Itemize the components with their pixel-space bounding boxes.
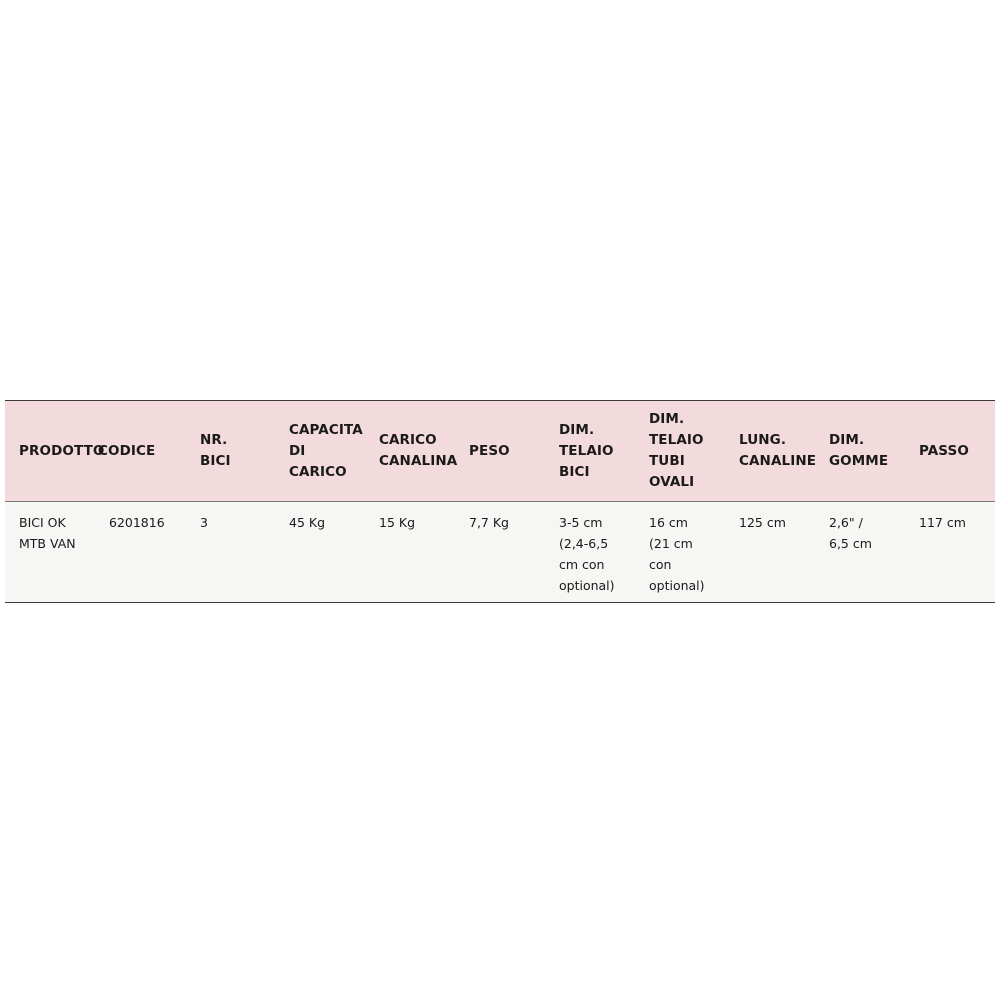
header-capacita-line: CARICO [289,463,347,480]
header-dim-telaio-bici-line: TELAIO [559,442,614,459]
cell-dim-telaio-bici-line: (2,4-6,5 [559,536,609,551]
header-carico-canalina [379,401,457,501]
header-capacita [289,401,363,501]
header-lung-canaline [739,401,816,501]
table-header-row [5,401,995,502]
header-capacita-line: CAPACITA [289,421,363,438]
header-prodotto [19,401,104,501]
cell-nr-bici-line: 3 [200,515,208,530]
cell-dim-gomme [829,502,872,602]
cell-prodotto-line: MTB VAN [19,536,76,551]
cell-passo-line: 117 cm [919,515,966,530]
header-peso [469,401,510,501]
cell-prodotto [19,502,76,602]
header-codice-line: CODICE [98,442,156,459]
table-row [5,502,995,602]
header-dim-telaio-bici-line: BICI [559,463,590,480]
cell-codice-line: 6201816 [109,515,165,530]
header-peso-line: PESO [469,442,510,459]
cell-dim-telaio-bici-line: cm con [559,557,605,572]
header-dim-telaio-tubi-line: DIM. [649,411,685,427]
cell-dim-telaio-tubi-line: 16 cm [649,515,688,530]
cell-dim-telaio-tubi-ovali [649,502,705,602]
spec-table [5,400,995,603]
cell-nr-bici [200,502,208,602]
header-carico-canalina-line: CANALINA [379,453,458,469]
cell-peso [469,502,509,602]
cell-dim-telaio-tubi-line: optional) [649,578,705,593]
cell-dim-telaio-tubi-line: con [649,557,672,572]
header-dim-gomme-line: GOMME [829,453,889,469]
cell-carico-canalina [379,502,415,602]
header-passo [919,401,969,501]
cell-codice [109,502,165,602]
header-dim-telaio-bici [559,401,614,501]
cell-dim-telaio-bici-line: optional) [559,578,615,593]
cell-peso-line: 7,7 Kg [469,515,509,530]
cell-dim-gomme-line: 6,5 cm [829,536,872,551]
header-lung-canaline-line: CANALINE [739,453,817,469]
header-codice [98,401,155,501]
header-nr-bici-line: NR. [200,432,228,448]
header-capacita-line: DI [289,442,306,459]
header-dim-telaio-tubi-line: TELAIO [649,432,704,448]
cell-lung-canaline [739,502,786,602]
header-dim-gomme [829,401,888,501]
cell-dim-telaio-bici-line: 3-5 cm [559,515,603,530]
cell-capacita-line: 45 Kg [289,515,326,530]
cell-dim-telaio-bici [559,502,615,602]
header-prodotto-line: PRODOTTO [19,442,105,459]
cell-lung-canaline-line: 125 cm [739,515,786,530]
header-nr-bici-line: BICI [200,453,231,469]
cell-prodotto-line: BICI OK [19,515,66,530]
cell-dim-telaio-tubi-line: (21 cm [649,536,693,551]
header-dim-gomme-line: DIM. [829,432,865,448]
header-dim-telaio-tubi-ovali [649,401,704,501]
header-passo-line: PASSO [919,442,969,459]
header-dim-telaio-tubi-line: TUBI [649,453,685,469]
header-carico-canalina-line: CARICO [379,432,437,448]
header-dim-telaio-tubi-line: OVALI [649,474,695,490]
header-lung-canaline-line: LUNG. [739,432,787,448]
cell-passo [919,502,966,602]
header-nr-bici [200,401,231,501]
cell-dim-gomme-line: 2,6" / [829,515,863,530]
cell-carico-canalina-line: 15 Kg [379,515,416,530]
header-dim-telaio-bici-line: DIM. [559,421,595,438]
cell-capacita [289,502,325,602]
